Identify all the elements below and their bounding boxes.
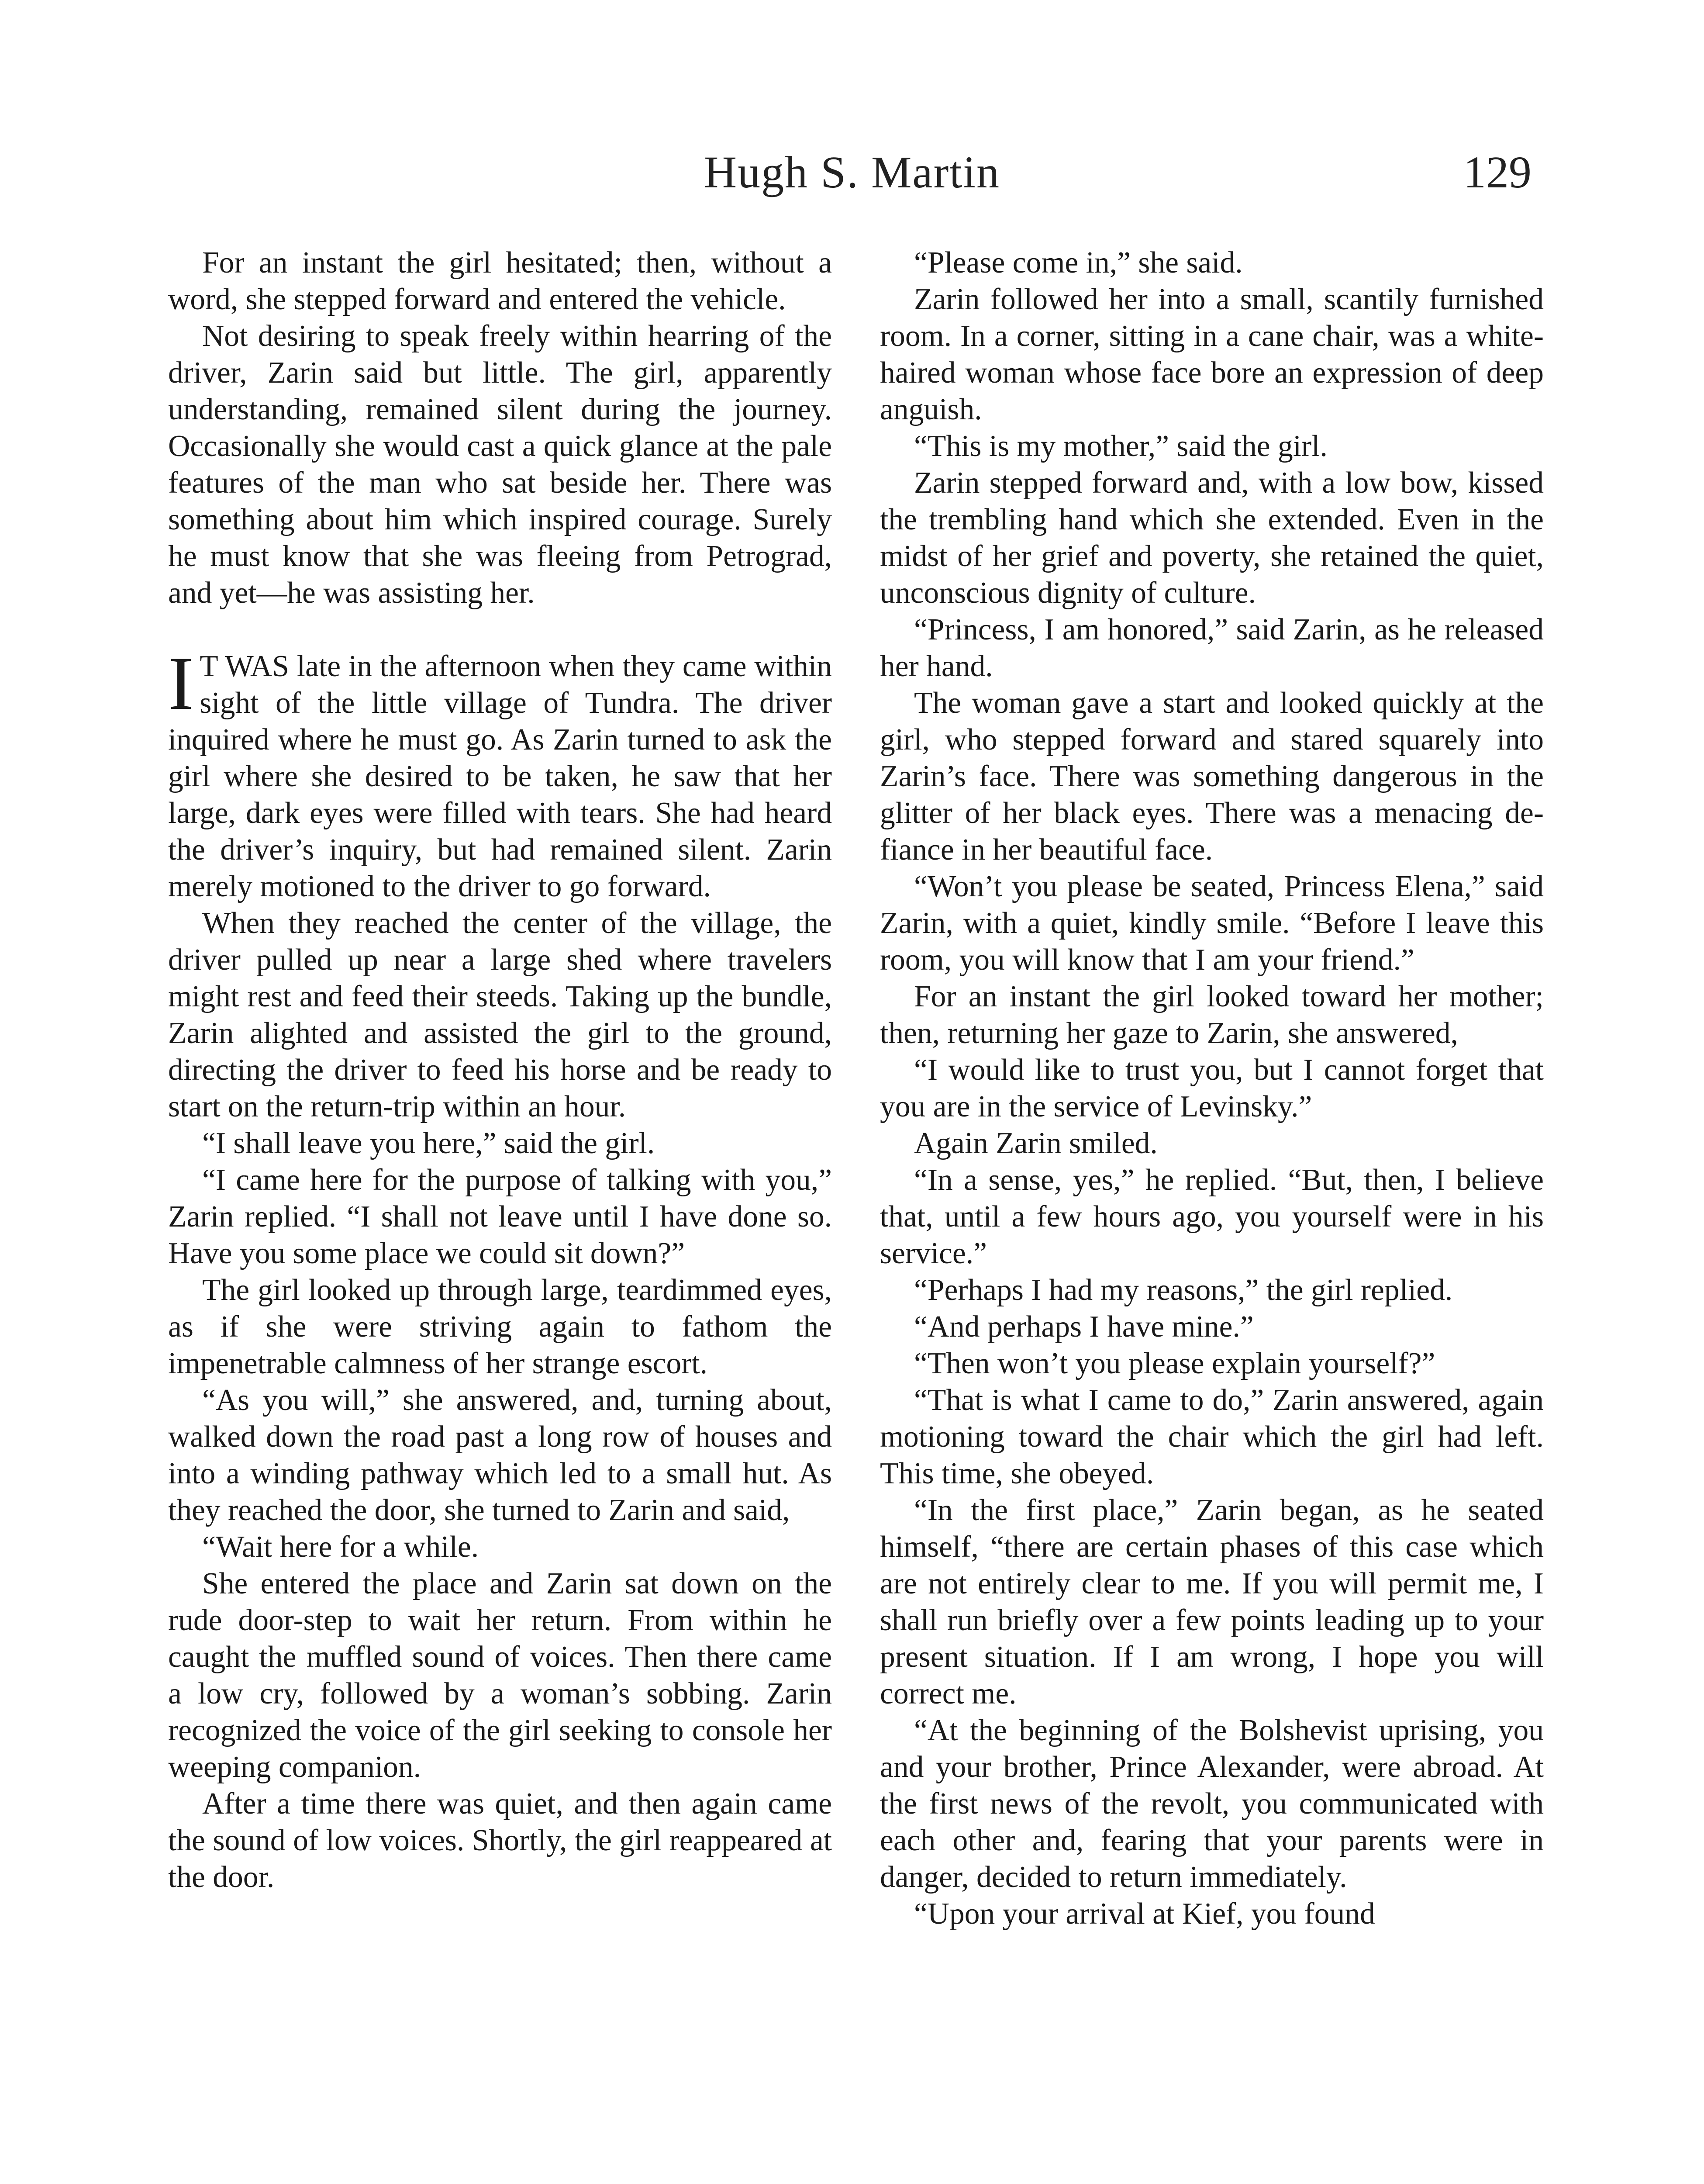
paragraph: “As you will,” she answered, and, turning about, walked down the road past a long row of houses and into a winding pathway which led to a small hut. As they reached the door, she turned to Zarin and said,	[168, 1383, 832, 1527]
paragraph: “I came here for the purpose of talking with you,” Zarin replied. “I shall not leave until I have done so. Have you some place we could sit down?”	[168, 1163, 832, 1270]
paragraph: “Princess, I am honored,” said Zarin, as he released her hand.	[880, 613, 1544, 683]
paragraph: For an instant the girl looked toward her mother; then, returning her gaze to Zarin, she answered,	[880, 980, 1544, 1050]
paragraph: “Then won’t you please explain yourself?”	[914, 1347, 1435, 1380]
paragraph: “Please come in,” she said.	[914, 246, 1243, 280]
paragraph: “In a sense, yes,” he replied. “But, then, I believe that, until a few hours ago, you yourself were in his service.”	[880, 1163, 1544, 1270]
paragraph: “I would like to trust you, but I cannot forget that you are in the service of Levinsky.”	[880, 1053, 1544, 1123]
paragraph: “In the first place,” Zarin began, as he seated himself, “there are certain phases of this case which are not entirely clear to me. If you will permit me, I shall run briefly over a few points leading up to your present situation. If I am wrong, I hope you will correct me.	[880, 1493, 1544, 1711]
paragraph: “At the beginning of the Bolshevist uprising, you and your brother, Prince Alexander, were abroad. At the first news of the revolt, you communicated with each other and, fearing that your parents were in danger, decided to return immediately.	[880, 1714, 1544, 1894]
running-header-author: Hugh S. Martin	[704, 147, 1000, 197]
paragraph: Zarin stepped forward and, with a low bow, kissed the trembling hand which she extended. Even in the midst of her grief and poverty, she retained the quiet, unconscious dignity of culture.	[880, 466, 1544, 610]
paragraph: “That is what I came to do,” Zarin answered, again motioning toward the chair which the girl had left. This time, she obeyed.	[880, 1383, 1544, 1490]
paragraph: When they reached the center of the village, the driver pulled up near a large shed where travelers might rest and feed their steeds. Taking up the bundle, Zarin alighted and assisted the girl to the ground, directing the driver to feed his horse and be ready to start on the return-trip within an hour.	[168, 906, 832, 1123]
paragraph: “Wait here for a while.	[202, 1530, 479, 1564]
drop-cap: I	[168, 641, 194, 726]
paragraph: Not desiring to speak freely within hearring of the driver, Zarin said but little. The girl, apparently understanding, remained silent during the journey. Occasionally she would cast a quick glance at the pale features of the man who sat beside her. There was something about him which inspired courage. Surely he must know that she was fleeing from Petrograd, and yet—he was assisting her.	[168, 319, 832, 610]
paragraph: “Upon your arrival at Kief, you found	[914, 1897, 1375, 1931]
paragraph: For an instant the girl hesitated; then, without a word, she stepped forward and entered the vehicle.	[168, 246, 832, 316]
page-number: 129	[1463, 147, 1532, 197]
text-column-right	[880, 245, 1544, 1932]
paragraph: She entered the place and Zarin sat down on the rude door-step to wait her return. From within he caught the muffled sound of voices. Then there came a low cry, followed by a woman’s sobbing. Zarin recognized the voice of the girl seeking to console her weeping companion.	[168, 1567, 832, 1784]
paragraph: “And perhaps I have mine.”	[914, 1310, 1254, 1344]
paragraph-text: T WAS late in the afternoon when they came within sight of the little village of Tundra. The driver inquired where he must go. As Zarin turned to ask the girl where she desired to be taken, he saw that her large, dark eyes were filled with tears. She had heard the driver’s inquiry, but had remained silent. Zarin merely motioned to the driver to go forward.	[168, 650, 832, 903]
paragraph: “Perhaps I had my reasons,” the girl replied.	[914, 1273, 1453, 1307]
paragraph: The girl looked up through large, teardimmed eyes, as if she were striving again to fathom the impenetrable calmness of her strange escort.	[168, 1273, 832, 1380]
paragraph: The woman gave a start and looked quickly at the girl, who stepped forward and stared squarely into Zarin’s face. There was something dangerous in the glitter of her black eyes. There was a menacing defiance in her beautiful face.	[880, 686, 1544, 867]
section-opening-paragraph	[168, 641, 832, 905]
paragraph: Zarin followed her into a small, scantily furnished room. In a corner, sitting in a cane chair, was a white-haired woman whose face bore an expression of deep anguish.	[880, 283, 1544, 426]
paragraph: “I shall leave you here,” said the girl.	[202, 1127, 655, 1160]
paragraph: “This is my mother,” said the girl.	[914, 429, 1328, 463]
paragraph: After a time there was quiet, and then again came the sound of low voices. Shortly, the girl reappeared at the door.	[168, 1787, 832, 1894]
paragraph: “Won’t you please be seated, Princess Elena,” said Zarin, with a quiet, kindly smile. “Before I leave this room, you will know that I am your friend.”	[880, 870, 1544, 977]
text-column-left	[168, 245, 832, 1896]
paragraph: Again Zarin smiled.	[914, 1127, 1158, 1160]
